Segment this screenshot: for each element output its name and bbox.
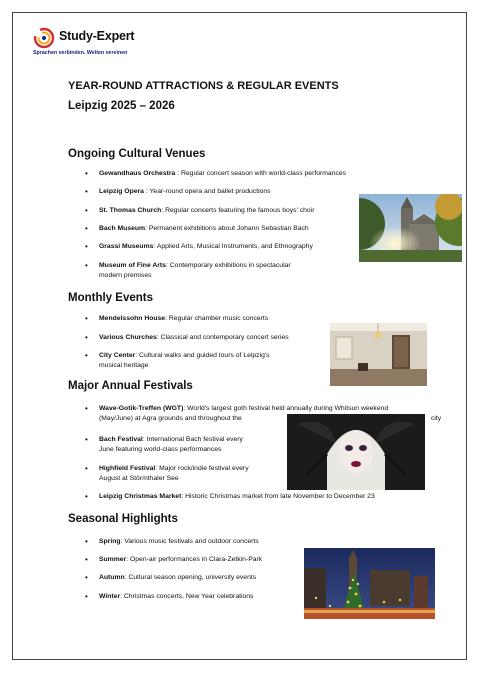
logo [33,26,183,60]
list-item: • Bach Festival: International Bach festival every June featuring world-class performances [99,435,243,455]
list-item: • Highfield Festival: Major rock/indie festival every August at Störmthaler See [99,464,249,484]
list-item: • Autumn: Cultural season opening, university events [99,573,256,583]
list-item: • Winter: Christmas concerts, New Year celebrations [99,592,253,602]
list-item: • City Center: Cultural walks and guided tours of Leipzig's musical heritage [99,351,270,371]
list-item: • Leipzig Christmas Market: Historic Christmas market from late November to December 23 [99,492,375,502]
list-item: • Summer: Open-air performances in Clara-Zetkin-Park [99,555,262,565]
list-item: • Wave-Gotik-Treffen (WGT): World's largest goth festival held annually during Whitsun weekend (May/June) at Agra grounds and throughout the [99,404,388,424]
list-item: • Bach Museum: Permanent exhibitions about Johann Sebastian Bach [99,224,309,234]
logo-tagline: Sprachen verbinden. Welten vereinen [33,50,128,56]
document-subtitle: Leipzig 2025 – 2026 [68,100,175,112]
list-item: • Mendelssohn House: Regular chamber music concerts [99,314,268,324]
section-heading-venues: Ongoing Cultural Venues [68,148,206,160]
list-item: • Various Churches: Classical and contemporary concert series [99,333,289,343]
logo-name: Study-Expert [59,29,135,43]
list-item: • Gewandhaus Orchestra : Regular concert season with world-class performances [99,169,346,179]
list-item: • Spring: Various music festivals and outdoor concerts [99,537,259,547]
list-item: • Leipzig Opera : Year-round opera and ballet productions [99,187,271,197]
document-title: YEAR-ROUND ATTRACTIONS & REGULAR EVENTS [68,80,339,92]
section-heading-seasonal: Seasonal Highlights [68,513,178,525]
church-photo [359,194,462,262]
list-item: • St. Thomas Church: Regular concerts featuring the famous boys' choir [99,206,315,216]
list-item-continuation: • city [431,414,441,424]
list-item: • Grassi Museums: Applied Arts, Musical Instruments, and Ethnography [99,242,313,252]
list-item: • Museum of Fine Arts: Contemporary exhibitions in spectacular modern premises [99,261,291,281]
christmas-market-photo [304,548,435,619]
goth-portrait-photo [287,414,425,490]
section-heading-festivals: Major Annual Festivals [68,380,193,392]
salon-photo [330,323,427,386]
section-heading-monthly: Monthly Events [68,292,153,304]
logo-rings-icon [33,27,55,49]
